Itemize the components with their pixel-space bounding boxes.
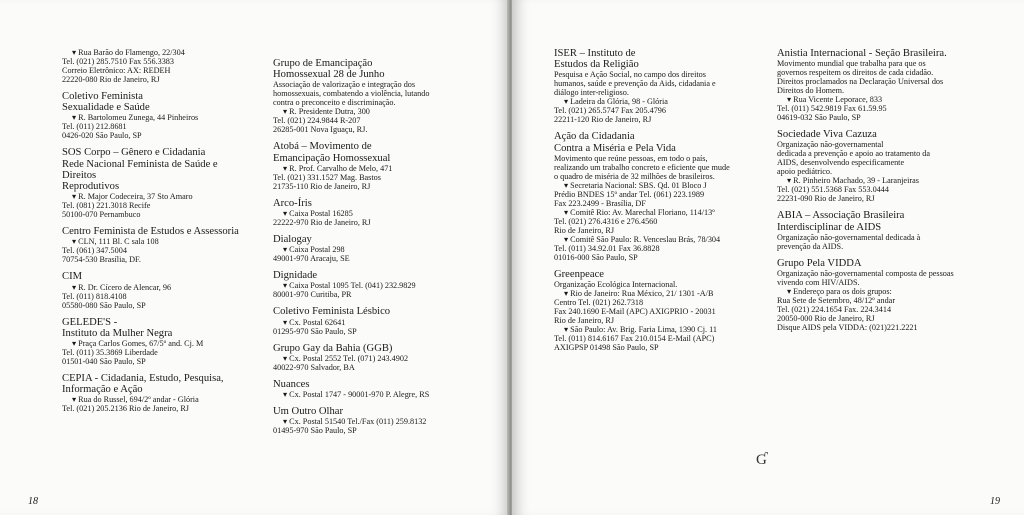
directory-entry [273,406,498,435]
directory-entry [273,270,498,299]
organization-description: AIDS, desenvolvendo especificamente [777,158,905,168]
page-number-left: 18 [28,496,38,507]
directory-entry [777,129,1017,203]
address-line: ▾ Cx. Postal 2552 Tel. (071) 243.4902 [283,353,409,363]
address-line: Rio de Janeiro, RJ [554,316,615,326]
address-line: ▾ Cx. Postal 1747 - 90001-970 P. Alegre, RS [283,390,430,400]
organization-description: vivendo com HIV/AIDS. [777,278,860,288]
organization-description: apoio pediátrico. [777,167,833,177]
page-number-right: 19 [990,496,1000,507]
address-line: Tel. (011) 35.3869 Liberdade [62,348,158,358]
address-line: Tel. (081) 221.3018 Recife [62,201,151,211]
address-line: 0426-020 São Paulo, SP [62,131,142,141]
address-line: Tel. (011) 818.4108 [62,291,127,301]
address-line: Tel. (011) 814.6167 Fax 210.0154 E-Mail (APC) [554,334,715,344]
organization-name: Sexualidade e Saúde [62,102,150,114]
address-line: Rua Sete de Setembro, 48/12º andar [777,296,896,306]
organization-name: Greenpeace [554,268,604,280]
address-line: Prédio BNDES 15º andar Tel. (061) 223.1989 [554,189,705,199]
organization-description: Pesquisa e Ação Social, no campo dos direitos [554,70,706,80]
address-line: Tel. (021) 331.1527 Mag. Bastos [273,172,381,182]
organization-name: Anistia Internacional - Seção Brasileira. [777,48,947,59]
organization-name: Atobá – Movimento de [273,141,372,153]
organization-description: humanos, saúde e prevenção da Aids, cidadania e [554,79,716,89]
address-line: AXIGPSP 01498 São Paulo, SP [554,343,659,353]
address-line: 21735-110 Rio de Janeiro, RJ [273,181,371,191]
address-line: ▾ Rio de Janeiro: Rua México, 21/ 1301 -A/B [564,289,714,299]
column-1 [62,48,252,420]
organization-name: Um Outro Olhar [273,406,344,418]
organization-name: GELEDE'S - [62,316,118,328]
organization-description: Organização Ecológica Internacional. [554,280,678,290]
address-line: Tel. (011) 542.9819 Fax 61.59.95 [777,104,887,114]
address-line: ▾ Rua do Russel, 694/2º andar - Glória [72,395,199,405]
address-line: 80001-970 Curitiba, PR [273,290,352,300]
organization-name: SOS Corpo – Gênero e Cidadania [62,147,206,159]
address-line: Tel. (021) 265.5747 Fax 205.4796 [554,106,666,116]
publisher-logo-mark: Ɠ [756,452,767,468]
address-line: Tel. (061) 347.5004 [62,246,127,256]
address-line: ▾ Comitê Rio: Av. Marechal Floriano, 114/13º [564,207,715,217]
organization-description: Organização não-governamental dedicada à [777,232,921,242]
address-line: ▾ R. Major Codeceira, 37 Sto Amaro [72,192,193,202]
organization-name: ISER – Instituto de [554,48,636,59]
directory-entry [273,198,498,227]
organization-description: Direitos do Homem. [777,86,845,96]
organization-name: Rede Nacional Feminista de Saúde e Direitos [62,158,218,181]
directory-entry [62,91,252,140]
address-line: 01016-000 São Paulo, SP [554,252,638,262]
address-line: 22220-080 Rio de Janeiro, RJ [62,75,160,84]
directory-entry [273,141,498,190]
organization-name: Grupo Pela VIDDA [777,257,862,269]
address-line: 20050-000 Rio de Janeiro, RJ [777,314,875,324]
address-line: 01501-040 São Paulo, SP [62,357,146,367]
address-line: ▾ Rua Vicente Leporace, 833 [787,95,883,105]
organization-description: governos respeitem os direitos de cada cidadão. [777,68,934,78]
address-line: ▾ Secretaria Nacional: SBS. Qd. 01 Bloco J [564,180,707,190]
address-line: Tel. (021) 224.9844 R-207 [273,116,361,126]
address-line: 50100-070 Pernambuco [62,210,141,220]
organization-name: Sociedade Viva Cazuza [777,129,877,141]
organization-name: Estudos da Religião [554,59,639,71]
address-line: ▾ Caixa Postal 1095 Tel. (041) 232.9829 [283,281,416,291]
organization-description: Direitos proclamados na Declaração Universal dos [777,77,944,87]
address-line: 05580-080 São Paulo, SP [62,300,146,310]
directory-entry [62,317,252,366]
column-2 [273,58,498,442]
directory-entry [554,131,759,261]
address-line: ▾ R. Pinheiro Machado, 39 - Laranjeiras [787,176,919,186]
address-line: 70754-530 Brasília, DF. [62,255,141,265]
address-line: Tel. (021) 224.1654 Fax. 224.3414 [777,305,892,315]
organization-name: Dignidade [273,270,318,282]
organization-name: Reprodutivos [62,181,120,193]
address-line: Fax 223.2499 - Brasília, DF [554,198,646,208]
directory-entry [62,373,252,413]
organization-description: Movimento que reúne pessoas, em todo o país, [554,153,708,163]
address-line: Tel. (021) 205.2136 Rio de Janeiro, RJ [62,404,189,414]
column-4 [777,48,1017,339]
directory-entry [273,306,498,335]
organization-description: Organização não-governamental composta de pessoas [777,269,954,279]
address-line: Correio Eletrônico: AX: REDEH [62,66,171,75]
organization-description: prevenção da AIDS. [777,241,844,251]
address-line: ▾ R. Dr. Cícero de Alencar, 96 [72,282,172,292]
address-line: ▾ Caixa Postal 16285 [283,209,353,219]
directory-entry [62,271,252,309]
address-line: 49001-970 Aracaju, SE [273,254,350,264]
address-line: 04619-032 São Paulo, SP [777,113,861,123]
directory-entry [554,269,759,352]
address-line: ▾ Rua Barão do Flamengo, 22/304 [72,48,185,57]
organization-name: Coletivo Feminista [62,91,143,102]
organization-description: homossexuais, combatendo a violência, lutando [273,89,430,99]
organization-name: CEPIA - Cidadania, Estudo, Pesquisa, [62,373,224,385]
organization-description: Organização não-governamental [777,140,884,150]
organization-name: Grupo de Emancipação [273,58,373,69]
address-line: Rio de Janeiro, RJ [554,225,615,235]
address-line: Tel. (021) 551.5368 Fax 553.0444 [777,185,889,195]
organization-name: Arco-Íris [273,197,312,209]
address-line: 40022-970 Salvador, BA [273,362,355,372]
directory-entry [554,48,759,124]
address-line: ▾ São Paulo: Av. Brig. Faria Lima, 1390 Cj. 11 [564,325,717,335]
address-line: ▾ Cx. Postal 62641 [283,317,346,327]
organization-name: Contra a Miséria e Pela Vida [554,142,676,154]
address-line: ▾ R. Prof. Carvalho de Melo, 471 [283,163,393,173]
organization-name: CIM [62,271,83,283]
organization-description: contra o preconceito e discriminação. [273,98,396,108]
address-line: ▾ R. Presidente Dutra, 300 [283,107,370,117]
address-line: 01295-970 São Paulo, SP [273,326,357,336]
organization-name: Instituto da Mulher Negra [62,327,173,339]
organization-name: Centro Feminista de Estudos e Assessoria [62,226,239,238]
organization-name: Grupo Gay da Bahia (GGB) [273,342,393,354]
address-line: 26285-001 Nova Iguaçu, RJ. [273,125,368,135]
address-line: Centro Tel. (021) 262.7318 [554,298,644,308]
directory-entry [777,48,1017,122]
address-line: ▾ Ladeira da Glória, 98 - Glória [564,97,668,107]
organization-name: Interdisciplinar de AIDS [777,221,882,233]
directory-entry [273,343,498,372]
address-line: Tel. (011) 212.8681 [62,122,127,132]
organization-description: Movimento mundial que trabalha para que os [777,59,926,69]
directory-entry [777,210,1017,250]
organization-description: diálogo inter-religioso. [554,88,629,98]
directory-entry [273,58,498,134]
address-line: ▾ Endereço para os dois grupos: [787,287,892,297]
address-line: ▾ CLN, 111 Bl. C sala 108 [72,237,159,247]
organization-name: Informação e Ação [62,384,143,396]
address-line: Tel. (021) 276.4316 e 276.4560 [554,216,658,226]
address-line: Tel. (021) 285.7510 Fax 556.3383 [62,57,174,66]
column-3 [554,48,759,359]
organization-name: Coletivo Feminista Lésbico [273,306,391,318]
left-page [0,0,509,515]
address-line: Disque AIDS pela VIDDA: (021)221.2221 [777,323,918,333]
organization-name: ABIA – Associação Brasileira [777,210,905,222]
address-line: 01495-970 São Paulo, SP [273,426,357,436]
directory-entry [273,379,498,399]
address-line: ▾ Caixa Postal 298 [283,245,345,255]
address-line: ▾ R. Bartolomeu Zunega, 44 Pinheiros [72,113,199,123]
address-line: 22231-090 Rio de Janeiro, RJ [777,194,875,204]
organization-description: realizando um trabalho concreto e eficiente que mude [554,162,730,172]
address-line: ▾ Praça Carlos Gomes, 67/5º and. Cj. M [72,339,204,349]
directory-entry [62,48,252,84]
address-line: Fax 240.1690 E-Mail (APC) AXIGPRIO - 20031 [554,307,716,317]
address-line: 22211-120 Rio de Janeiro, RJ [554,115,652,125]
address-line: 22222-970 Rio de Janeiro, RJ [273,218,371,228]
directory-entry [62,226,252,264]
organization-name: Homossexual 28 de Junho [273,69,385,81]
organization-name: Emancipação Homossexual [273,152,391,164]
organization-description: Associação de valorização e integração dos [273,80,416,90]
organization-name: Nuances [273,378,310,390]
organization-name: Dialogay [273,234,312,246]
directory-entry [777,258,1017,332]
directory-entry [62,147,252,219]
organization-description: dedicada a prevenção e apoio ao tratamento da [777,149,930,159]
organization-description: o quadro de miséria de 32 milhões de brasileiros. [554,171,715,181]
address-line: ▾ Cx. Postal 51540 Tel./Fax (011) 259.8132 [283,417,427,427]
right-page [512,0,1024,515]
directory-entry [273,234,498,263]
address-line: ▾ Comitê São Paulo: R. Venceslau Brás, 78/304 [564,234,721,244]
address-line: Tel. (011) 34.92.01 Fax 36.8828 [554,243,660,253]
organization-name: Ação da Cidadania [554,131,635,143]
